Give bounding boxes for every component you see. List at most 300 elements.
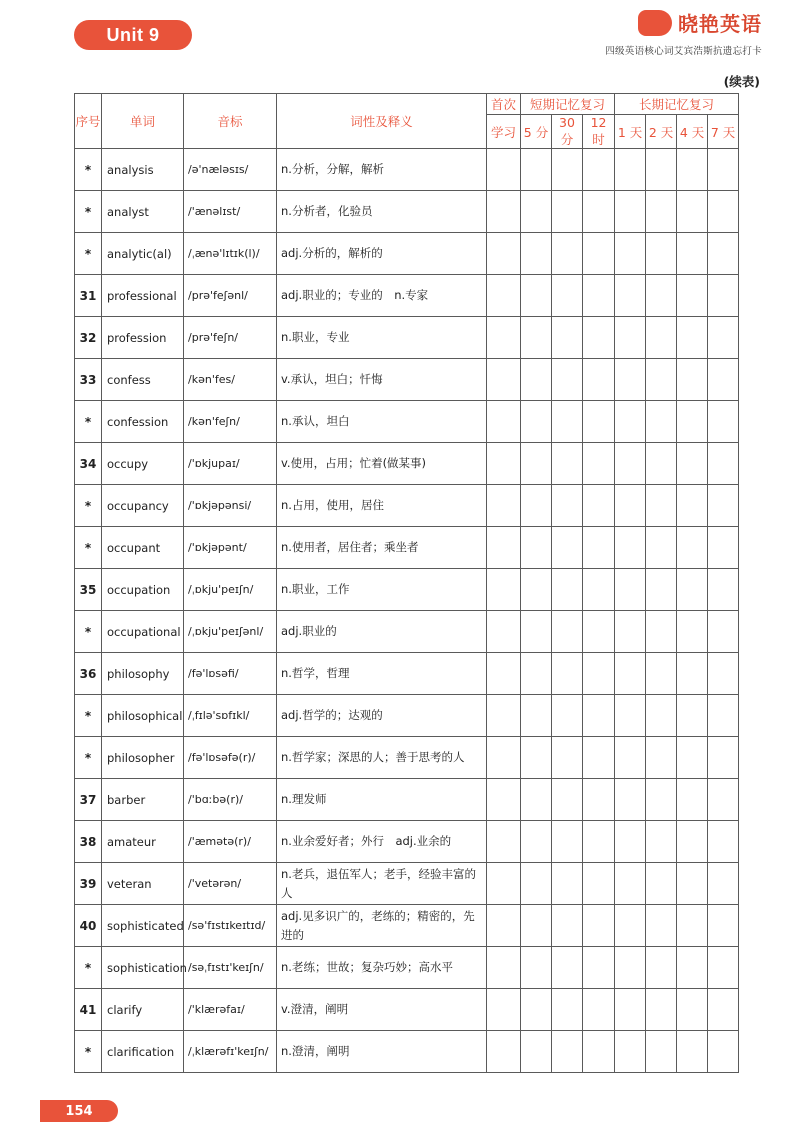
check-30min-cell[interactable]: [552, 275, 583, 317]
check-12h-cell[interactable]: [583, 905, 615, 947]
check-2d-cell[interactable]: [646, 989, 677, 1031]
check-first-study-cell[interactable]: [487, 191, 521, 233]
check-12h-cell[interactable]: [583, 359, 615, 401]
table-row: [75, 527, 739, 569]
check-12h-cell[interactable]: [583, 233, 615, 275]
row-word: professional: [102, 275, 184, 317]
check-1d-cell[interactable]: [615, 611, 646, 653]
check-2d-cell[interactable]: [646, 695, 677, 737]
check-4d-cell[interactable]: [677, 821, 708, 863]
header-phonetic: 音标: [184, 94, 277, 149]
table-row: [75, 149, 739, 191]
row-word: barber: [102, 779, 184, 821]
check-1d-cell[interactable]: [615, 821, 646, 863]
check-7d-cell[interactable]: [708, 989, 739, 1031]
row-phonetic: /'ɒkjəpənt/: [184, 527, 277, 569]
row-word: occupy: [102, 443, 184, 485]
row-meaning: n.承认，坦白: [277, 401, 487, 443]
check-first-study-cell[interactable]: [487, 317, 521, 359]
row-meaning: adj.职业的；专业的 n.专家: [277, 275, 487, 317]
table-row: [75, 401, 739, 443]
check-2d-cell[interactable]: [646, 191, 677, 233]
table-row: [75, 317, 739, 359]
row-word: occupation: [102, 569, 184, 611]
row-number: 34: [75, 443, 102, 485]
check-5min-cell[interactable]: [521, 821, 552, 863]
row-number: *: [75, 737, 102, 779]
check-2d-cell[interactable]: [646, 653, 677, 695]
check-1d-cell[interactable]: [615, 989, 646, 1031]
check-12h-cell[interactable]: [583, 275, 615, 317]
check-first-study-cell[interactable]: [487, 149, 521, 191]
check-7d-cell[interactable]: [708, 401, 739, 443]
check-4d-cell[interactable]: [677, 695, 708, 737]
check-12h-cell[interactable]: [583, 821, 615, 863]
check-7d-cell[interactable]: [708, 569, 739, 611]
check-12h-cell[interactable]: [583, 863, 615, 905]
continued-label: (续表): [723, 74, 760, 89]
check-4d-cell[interactable]: [677, 737, 708, 779]
check-5min-cell[interactable]: [521, 779, 552, 821]
row-phonetic: /prə'feʃənl/: [184, 275, 277, 317]
row-number: 37: [75, 779, 102, 821]
row-phonetic: /kən'fes/: [184, 359, 277, 401]
check-12h-cell[interactable]: [583, 737, 615, 779]
row-word: occupancy: [102, 485, 184, 527]
check-1d-cell[interactable]: [615, 233, 646, 275]
check-4d-cell[interactable]: [677, 989, 708, 1031]
check-2d-cell[interactable]: [646, 233, 677, 275]
check-2d-cell[interactable]: [646, 863, 677, 905]
check-12h-cell[interactable]: [583, 401, 615, 443]
check-4d-cell[interactable]: [677, 443, 708, 485]
check-5min-cell[interactable]: [521, 863, 552, 905]
check-2d-cell[interactable]: [646, 947, 677, 989]
row-meaning: n.职业，工作: [277, 569, 487, 611]
row-word: occupant: [102, 527, 184, 569]
check-5min-cell[interactable]: [521, 947, 552, 989]
row-phonetic: /ə'næləsɪs/: [184, 149, 277, 191]
row-meaning: n.占用，使用，居住: [277, 485, 487, 527]
table-row: [75, 359, 739, 401]
row-phonetic: /ˌænə'lɪtɪk(l)/: [184, 233, 277, 275]
check-1d-cell[interactable]: [615, 359, 646, 401]
row-word: sophistication: [102, 947, 184, 989]
check-2d-cell[interactable]: [646, 1031, 677, 1073]
row-phonetic: /prə'feʃn/: [184, 317, 277, 359]
check-30min-cell[interactable]: [552, 989, 583, 1031]
check-7d-cell[interactable]: [708, 611, 739, 653]
vocab-table: [74, 93, 739, 1073]
row-phonetic: /kən'feʃn/: [184, 401, 277, 443]
row-meaning: n.分析，分解，解析: [277, 149, 487, 191]
check-7d-cell[interactable]: [708, 695, 739, 737]
check-5min-cell[interactable]: [521, 569, 552, 611]
check-5min-cell[interactable]: [521, 317, 552, 359]
row-word: philosopher: [102, 737, 184, 779]
check-12h-cell[interactable]: [583, 485, 615, 527]
row-word: clarify: [102, 989, 184, 1031]
row-meaning: n.老兵，退伍军人；老手，经验丰富的人: [277, 863, 487, 905]
check-7d-cell[interactable]: [708, 653, 739, 695]
row-phonetic: /fə'lɒsəfə(r)/: [184, 737, 277, 779]
row-number: 36: [75, 653, 102, 695]
row-number: 40: [75, 905, 102, 947]
check-7d-cell[interactable]: [708, 443, 739, 485]
check-30min-cell[interactable]: [552, 191, 583, 233]
check-4d-cell[interactable]: [677, 233, 708, 275]
check-30min-cell[interactable]: [552, 527, 583, 569]
table-row: [75, 191, 739, 233]
header-long-1d: 1 天: [615, 115, 646, 149]
row-meaning: n.职业，专业: [277, 317, 487, 359]
check-5min-cell[interactable]: [521, 527, 552, 569]
header-short-30min: 30 分: [552, 115, 583, 149]
check-4d-cell[interactable]: [677, 317, 708, 359]
check-first-study-cell[interactable]: [487, 443, 521, 485]
table-row: [75, 905, 739, 947]
check-first-study-cell[interactable]: [487, 527, 521, 569]
check-first-study-cell[interactable]: [487, 485, 521, 527]
row-word: sophisticated: [102, 905, 184, 947]
row-phonetic: /'klærəfaɪ/: [184, 989, 277, 1031]
check-7d-cell[interactable]: [708, 779, 739, 821]
check-30min-cell[interactable]: [552, 821, 583, 863]
check-7d-cell[interactable]: [708, 947, 739, 989]
check-1d-cell[interactable]: [615, 191, 646, 233]
row-phonetic: /ˌɒkju'peɪʃn/: [184, 569, 277, 611]
check-12h-cell[interactable]: [583, 191, 615, 233]
check-first-study-cell[interactable]: [487, 1031, 521, 1073]
check-5min-cell[interactable]: [521, 443, 552, 485]
check-5min-cell[interactable]: [521, 359, 552, 401]
check-30min-cell[interactable]: [552, 401, 583, 443]
brand-header: [605, 8, 762, 57]
check-2d-cell[interactable]: [646, 317, 677, 359]
row-number: *: [75, 947, 102, 989]
check-first-study-cell[interactable]: [487, 233, 521, 275]
brand-logo-icon: [638, 10, 672, 36]
row-meaning: v.使用，占用；忙着(做某事): [277, 443, 487, 485]
check-2d-cell[interactable]: [646, 401, 677, 443]
check-first-study-cell[interactable]: [487, 821, 521, 863]
header-word: 单词: [102, 94, 184, 149]
check-12h-cell[interactable]: [583, 611, 615, 653]
table-row: [75, 779, 739, 821]
check-1d-cell[interactable]: [615, 1031, 646, 1073]
row-word: profession: [102, 317, 184, 359]
check-2d-cell[interactable]: [646, 569, 677, 611]
check-first-study-cell[interactable]: [487, 905, 521, 947]
check-7d-cell[interactable]: [708, 1031, 739, 1073]
row-meaning: v.承认，坦白；忏悔: [277, 359, 487, 401]
row-word: occupational: [102, 611, 184, 653]
check-first-study-cell[interactable]: [487, 779, 521, 821]
row-number: 33: [75, 359, 102, 401]
check-4d-cell[interactable]: [677, 1031, 708, 1073]
row-number: 38: [75, 821, 102, 863]
check-first-study-cell[interactable]: [487, 569, 521, 611]
row-word: confess: [102, 359, 184, 401]
check-30min-cell[interactable]: [552, 149, 583, 191]
check-5min-cell[interactable]: [521, 149, 552, 191]
row-word: philosophical: [102, 695, 184, 737]
check-4d-cell[interactable]: [677, 611, 708, 653]
table-row: [75, 611, 739, 653]
header-long-2d: 2 天: [646, 115, 677, 149]
row-phonetic: /'ænəlɪst/: [184, 191, 277, 233]
row-meaning: adj.分析的，解析的: [277, 233, 487, 275]
check-30min-cell[interactable]: [552, 359, 583, 401]
check-1d-cell[interactable]: [615, 317, 646, 359]
check-12h-cell[interactable]: [583, 695, 615, 737]
brand-name: 晓艳英语: [678, 12, 762, 36]
check-30min-cell[interactable]: [552, 1031, 583, 1073]
row-meaning: n.哲学家；深思的人；善于思考的人: [277, 737, 487, 779]
table-row: [75, 653, 739, 695]
table-row: [75, 443, 739, 485]
row-number: *: [75, 527, 102, 569]
check-4d-cell[interactable]: [677, 485, 708, 527]
table-row: [75, 233, 739, 275]
row-number: *: [75, 191, 102, 233]
check-12h-cell[interactable]: [583, 443, 615, 485]
check-5min-cell[interactable]: [521, 611, 552, 653]
check-4d-cell[interactable]: [677, 863, 708, 905]
check-30min-cell[interactable]: [552, 779, 583, 821]
check-1d-cell[interactable]: [615, 149, 646, 191]
row-phonetic: /səˌfɪstɪ'keɪʃn/: [184, 947, 277, 989]
check-1d-cell[interactable]: [615, 779, 646, 821]
table-row: [75, 1031, 739, 1073]
row-phonetic: /'ɒkjəpənsi/: [184, 485, 277, 527]
row-number: 32: [75, 317, 102, 359]
check-30min-cell[interactable]: [552, 443, 583, 485]
row-number: 35: [75, 569, 102, 611]
row-word: analytic(al): [102, 233, 184, 275]
check-4d-cell[interactable]: [677, 569, 708, 611]
row-number: *: [75, 149, 102, 191]
check-5min-cell[interactable]: [521, 1031, 552, 1073]
check-12h-cell[interactable]: [583, 989, 615, 1031]
row-meaning: n.理发师: [277, 779, 487, 821]
row-meaning: n.使用者，居住者；乘坐者: [277, 527, 487, 569]
check-2d-cell[interactable]: [646, 485, 677, 527]
check-2d-cell[interactable]: [646, 527, 677, 569]
check-7d-cell[interactable]: [708, 863, 739, 905]
table-row: [75, 569, 739, 611]
check-5min-cell[interactable]: [521, 653, 552, 695]
table-row: [75, 821, 739, 863]
check-7d-cell[interactable]: [708, 905, 739, 947]
check-7d-cell[interactable]: [708, 485, 739, 527]
check-5min-cell[interactable]: [521, 905, 552, 947]
check-first-study-cell[interactable]: [487, 695, 521, 737]
row-word: analyst: [102, 191, 184, 233]
table-row: [75, 737, 739, 779]
row-meaning: n.老练；世故；复杂巧妙；高水平: [277, 947, 487, 989]
check-1d-cell[interactable]: [615, 737, 646, 779]
check-30min-cell[interactable]: [552, 863, 583, 905]
header-short-term: 短期记忆复习: [521, 94, 615, 115]
row-word: analysis: [102, 149, 184, 191]
check-1d-cell[interactable]: [615, 401, 646, 443]
check-2d-cell[interactable]: [646, 821, 677, 863]
check-7d-cell[interactable]: [708, 191, 739, 233]
check-5min-cell[interactable]: [521, 191, 552, 233]
check-12h-cell[interactable]: [583, 779, 615, 821]
check-30min-cell[interactable]: [552, 947, 583, 989]
table-row: [75, 485, 739, 527]
row-meaning: n.澄清，阐明: [277, 1031, 487, 1073]
check-30min-cell[interactable]: [552, 611, 583, 653]
check-2d-cell[interactable]: [646, 443, 677, 485]
row-meaning: v.澄清，阐明: [277, 989, 487, 1031]
check-4d-cell[interactable]: [677, 947, 708, 989]
check-first-study-cell[interactable]: [487, 947, 521, 989]
check-first-study-cell[interactable]: [487, 863, 521, 905]
check-1d-cell[interactable]: [615, 695, 646, 737]
row-phonetic: /'ɒkjupaɪ/: [184, 443, 277, 485]
check-7d-cell[interactable]: [708, 149, 739, 191]
check-4d-cell[interactable]: [677, 905, 708, 947]
row-number: *: [75, 1031, 102, 1073]
row-word: veteran: [102, 863, 184, 905]
row-meaning: adj.哲学的；达观的: [277, 695, 487, 737]
check-first-study-cell[interactable]: [487, 359, 521, 401]
header-short-5min: 5 分: [521, 115, 552, 149]
check-7d-cell[interactable]: [708, 359, 739, 401]
check-1d-cell[interactable]: [615, 527, 646, 569]
row-number: *: [75, 695, 102, 737]
check-1d-cell[interactable]: [615, 947, 646, 989]
check-12h-cell[interactable]: [583, 1031, 615, 1073]
check-30min-cell[interactable]: [552, 695, 583, 737]
check-2d-cell[interactable]: [646, 779, 677, 821]
check-7d-cell[interactable]: [708, 233, 739, 275]
header-meaning: 词性及释义: [277, 94, 487, 149]
check-12h-cell[interactable]: [583, 149, 615, 191]
check-5min-cell[interactable]: [521, 401, 552, 443]
check-7d-cell[interactable]: [708, 737, 739, 779]
check-2d-cell[interactable]: [646, 149, 677, 191]
check-12h-cell[interactable]: [583, 317, 615, 359]
check-12h-cell[interactable]: [583, 653, 615, 695]
check-4d-cell[interactable]: [677, 359, 708, 401]
check-first-study-cell[interactable]: [487, 401, 521, 443]
row-phonetic: /ˌfɪlə'sɒfɪkl/: [184, 695, 277, 737]
check-4d-cell[interactable]: [677, 275, 708, 317]
row-phonetic: /sə'fɪstɪkeɪtɪd/: [184, 905, 277, 947]
check-4d-cell[interactable]: [677, 191, 708, 233]
check-first-study-cell[interactable]: [487, 737, 521, 779]
check-30min-cell[interactable]: [552, 317, 583, 359]
check-2d-cell[interactable]: [646, 905, 677, 947]
row-word: clarification: [102, 1031, 184, 1073]
check-4d-cell[interactable]: [677, 401, 708, 443]
check-2d-cell[interactable]: [646, 359, 677, 401]
row-meaning: n.分析者，化验员: [277, 191, 487, 233]
row-number: 41: [75, 989, 102, 1031]
check-7d-cell[interactable]: [708, 317, 739, 359]
header-long-7d: 7 天: [708, 115, 739, 149]
check-1d-cell[interactable]: [615, 905, 646, 947]
check-7d-cell[interactable]: [708, 821, 739, 863]
header-short-12h: 12 时: [583, 115, 615, 149]
check-30min-cell[interactable]: [552, 233, 583, 275]
row-meaning: n.业余爱好者；外行 adj.业余的: [277, 821, 487, 863]
check-4d-cell[interactable]: [677, 527, 708, 569]
check-1d-cell[interactable]: [615, 653, 646, 695]
check-4d-cell[interactable]: [677, 653, 708, 695]
check-5min-cell[interactable]: [521, 275, 552, 317]
table-row: [75, 989, 739, 1031]
check-5min-cell[interactable]: [521, 485, 552, 527]
check-first-study-cell[interactable]: [487, 611, 521, 653]
table-row: [75, 695, 739, 737]
check-12h-cell[interactable]: [583, 947, 615, 989]
row-number: *: [75, 611, 102, 653]
check-30min-cell[interactable]: [552, 485, 583, 527]
check-12h-cell[interactable]: [583, 569, 615, 611]
table-row: [75, 863, 739, 905]
check-1d-cell[interactable]: [615, 863, 646, 905]
check-1d-cell[interactable]: [615, 569, 646, 611]
brand-subtitle: 四级英语核心词艾宾浩斯抗遗忘打卡: [605, 46, 762, 57]
unit-badge: Unit 9: [74, 20, 192, 50]
header-first-study-top: 首次: [487, 94, 521, 115]
check-1d-cell[interactable]: [615, 485, 646, 527]
check-2d-cell[interactable]: [646, 737, 677, 779]
row-number: 39: [75, 863, 102, 905]
header-index: 序号: [75, 94, 102, 149]
check-5min-cell[interactable]: [521, 233, 552, 275]
row-meaning: n.哲学，哲理: [277, 653, 487, 695]
check-7d-cell[interactable]: [708, 527, 739, 569]
check-2d-cell[interactable]: [646, 611, 677, 653]
row-phonetic: /ˌɒkju'peɪʃənl/: [184, 611, 277, 653]
check-5min-cell[interactable]: [521, 737, 552, 779]
row-number: *: [75, 401, 102, 443]
check-5min-cell[interactable]: [521, 989, 552, 1031]
check-first-study-cell[interactable]: [487, 275, 521, 317]
check-4d-cell[interactable]: [677, 149, 708, 191]
check-2d-cell[interactable]: [646, 275, 677, 317]
header-long-term: 长期记忆复习: [615, 94, 739, 115]
header-long-4d: 4 天: [677, 115, 708, 149]
row-phonetic: /'vetərən/: [184, 863, 277, 905]
row-phonetic: /ˌklærəfɪ'keɪʃn/: [184, 1031, 277, 1073]
check-4d-cell[interactable]: [677, 779, 708, 821]
check-first-study-cell[interactable]: [487, 653, 521, 695]
row-word: confession: [102, 401, 184, 443]
check-30min-cell[interactable]: [552, 737, 583, 779]
row-number: *: [75, 233, 102, 275]
check-1d-cell[interactable]: [615, 275, 646, 317]
row-word: amateur: [102, 821, 184, 863]
check-30min-cell[interactable]: [552, 905, 583, 947]
table-row: [75, 947, 739, 989]
check-30min-cell[interactable]: [552, 653, 583, 695]
check-first-study-cell[interactable]: [487, 989, 521, 1031]
check-1d-cell[interactable]: [615, 443, 646, 485]
check-7d-cell[interactable]: [708, 275, 739, 317]
row-meaning: adj.见多识广的，老练的；精密的，先进的: [277, 905, 487, 947]
check-12h-cell[interactable]: [583, 527, 615, 569]
row-number: *: [75, 485, 102, 527]
check-5min-cell[interactable]: [521, 695, 552, 737]
check-30min-cell[interactable]: [552, 569, 583, 611]
